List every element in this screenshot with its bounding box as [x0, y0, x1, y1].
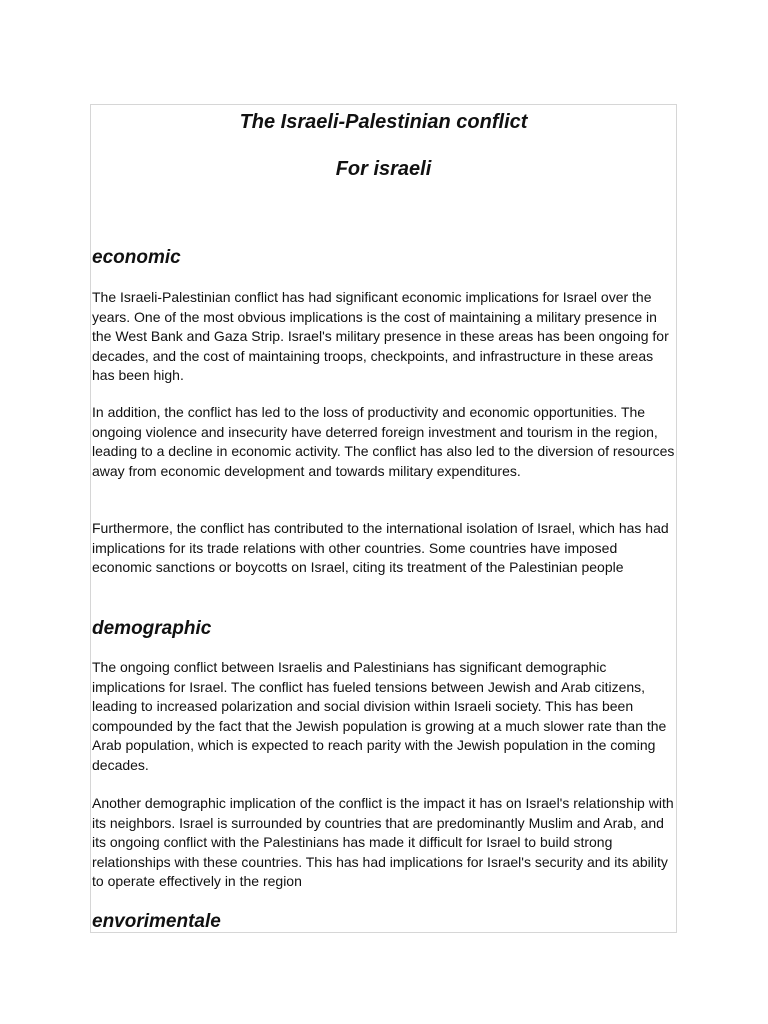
section-heading-envorimentale: envorimentale — [92, 911, 221, 932]
paragraph-economic-3: Furthermore, the conflict has contributed to the international isolation of Israel, which has had implications for its trade relations with other countries. Some countries have imposed economic sanctions or boycotts on Israel, citing its treatment of the Palestinian people — [92, 520, 669, 575]
document-title: The Israeli-Palestinian conflict — [239, 111, 528, 133]
paragraph-economic-1: The Israeli-Palestinian conflict has had significant economic implications for Israel over the years. One of the most obvious implications is the cost of maintaining a military presence in the West Bank and Gaza Strip. Israel's military presence in these areas has been ongoing for decades, and the cost of maintaining troops, checkpoints, and infrastructure in these areas has been high. — [92, 289, 669, 383]
paragraph-demographic-2: Another demographic implication of the conflict is the impact it has on Israel's relationship with its neighbors. Israel is surrounded by countries that are predominantly Muslim and Arab, and its ongoing conflict with the Palestinians has made it difficult for Israel to build strong relationships with these countries. This has had implications for Israel's security and its ability to operate effectively in the region — [92, 795, 674, 889]
paragraph-economic-2: In addition, the conflict has led to the loss of productivity and economic opportunities. The ongoing violence and insecurity have deterred foreign investment and tourism in the region, leading to a decline in economic activity. The conflict has also led to the diversion of resources away from economic development and towards military expenditures. — [92, 404, 675, 479]
section-heading-economic: economic — [92, 247, 181, 268]
paragraph-demographic-1: The ongoing conflict between Israelis and Palestinians has significant demographic implications for Israel. The conflict has fueled tensions between Jewish and Arab citizens, leading to increased polarization and social division within Israeli society. This has been compounded by the fact that the Jewish population is growing at a much slower rate than the Arab population, which is expected to reach parity with the Jewish population in the coming decades. — [92, 659, 667, 773]
section-heading-demographic: demographic — [92, 618, 212, 639]
document-subtitle: For israeli — [335, 158, 432, 180]
document-page — [90, 104, 677, 933]
